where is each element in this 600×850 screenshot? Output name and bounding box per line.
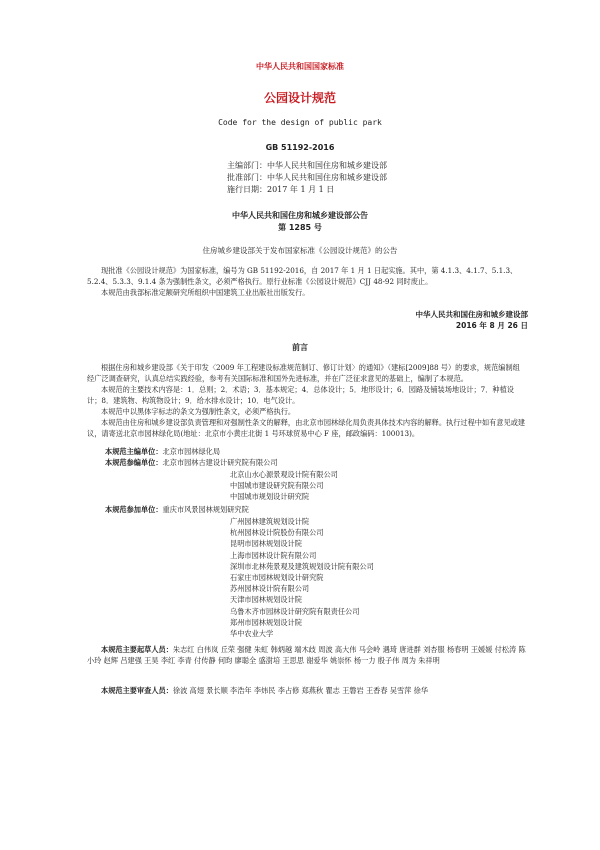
participant-unit-row <box>105 504 249 515</box>
co-unit: 北京山水心源景观设计院有限公司 <box>230 470 338 479</box>
preface-paragraph: 根据住房和城乡建设部《关于印发〈2009 年工程建设标准规范制订、修订计划〉的通知》（建标[2009]88 号）的要求，规范编制组经广泛调查研究，认真总结实践经验，参考有关国际标准和国外先进标准，并在广泛征求意见的基础上，编制了本规范。 <box>87 363 520 383</box>
co-unit: 北京市园林古建设计研究院有限公司 <box>162 458 278 467</box>
drafters-paragraph <box>87 644 527 666</box>
participant-unit: 昆明市园林规划设计院 <box>230 539 302 549</box>
co-unit-row <box>105 457 278 468</box>
announcement-issuer: 中华人民共和国住房和城乡建设部公告 <box>232 211 368 220</box>
chief-unit-label: 本规范主编单位： <box>105 447 163 456</box>
chief-unit: 北京市园林绿化局 <box>162 447 221 456</box>
co-unit-list <box>230 469 338 503</box>
drafters-names: 朱志红 白伟岚 丘荣 强健 朱虹 韩炳越 端木歧 周波 高大伟 马会岭 遇琦 唐进群 刘杏服 杨春明 王媛媛 付松涛 陈小玲 赵辉 吕建强 王昊 李红 李青 付传静 何昀 廖聪全 盛澍培 王思思 谢爱华 姚崇怀 杨一力 殷子伟 周为 朱祥明 <box>87 645 526 665</box>
participant-unit: 杭州园林设计院股份有限公司 <box>230 528 324 538</box>
participant-unit: 上海市园林设计院有限公司 <box>230 550 317 560</box>
announcement-number: 第 1285 号 <box>278 223 322 232</box>
co-unit: 中国城市建设研究院有限公司 <box>230 481 324 491</box>
document-title: 公园设计规范 <box>263 91 336 105</box>
participant-unit: 广州园林建筑规划设计院 <box>230 517 310 526</box>
participant-unit: 乌鲁木齐市园林设计研究院有限责任公司 <box>230 606 360 616</box>
approver-department: 批准部门：中华人民共和国住房和城乡建设部 <box>227 173 387 182</box>
english-title: Code for the design of public park <box>218 118 382 127</box>
drafters-label: 本规范主要起草人员： <box>101 645 173 654</box>
participant-unit-label: 本规范参加单位： <box>105 505 163 514</box>
preface-paragraph: 本规范中以黑体字标志的条文为强制性条文，必须严格执行。 <box>101 407 296 416</box>
preface-paragraph: 本规范的主要技术内容是：1．总则；2．术语；3．基本规定；4．总体设计；5．地形设计；6．园路及铺装场地设计；7．种植设计；8．建筑物、构筑物设计；9．给水排水设计；10．电气设计。 <box>87 385 514 405</box>
preface-paragraph: 本规范由住房和城乡建设部负责管理和对强制性条文的解释，由北京市园林绿化局负责具体技术内容的解释。执行过程中如有意见或建议，请寄送北京市园林绿化局(地址：北京市小黄庄北街 1 号环球贸易中心 F 座，邮政编码：100013)。 <box>87 418 526 438</box>
participant-unit: 郑州市园林规划设计院 <box>230 617 302 627</box>
participant-unit: 深圳市北林苑景观及建筑规划设计院有限公司 <box>230 561 374 571</box>
reviewers-names: 徐波 高翅 景长顺 李浩年 李炜民 李占修 郑燕秋 瞿志 王磐岩 王香春 吴雪萍 徐华 <box>172 686 429 695</box>
participant-unit: 天津市园林规划设计院 <box>230 595 302 605</box>
reviewers-label: 本规范主要审查人员： <box>101 686 173 695</box>
reviewers-paragraph <box>87 685 527 696</box>
announcement-publisher-note: 本规范由我部标准定额研究所组织中国建筑工业出版社出版发行。 <box>101 288 310 297</box>
co-unit-label: 本规范参编单位： <box>105 458 163 467</box>
announcement-subject: 住房城乡建设部关于发布国家标准《公园设计规范》的公告 <box>202 246 398 255</box>
standard-code: GB 51192-2016 <box>265 143 335 152</box>
participant-unit-list <box>230 516 374 639</box>
participant-unit: 苏州园林设计院有限公司 <box>230 584 310 594</box>
announcement-signature: 中华人民共和国住房和城乡建设部 <box>415 310 528 319</box>
participant-unit: 石家庄市园林规划设计研究院 <box>230 573 324 583</box>
participant-unit: 华中农业大学 <box>230 629 274 639</box>
participant-unit: 重庆市风景园林规划研究院 <box>162 505 249 514</box>
effective-date: 施行日期：2017 年 1 月 1 日 <box>227 185 335 194</box>
standard-type-label: 中华人民共和国国家标准 <box>256 61 344 71</box>
announcement-body: 现批准《公园设计规范》为国家标准，编号为 GB 51192-2016，自 2017 年 1 月 1 日起实施。其中，第 4.1.3、4.1.7、5.1.3、5.2.4、5.3.3、9.1.4 条为强制性条文，必须严格执行。原行业标准《公园设计规范》CJJ 48-92 同时废止。 <box>87 266 518 286</box>
chief-unit-row <box>105 446 220 457</box>
announcement-date: 2016 年 8 月 26 日 <box>455 321 528 330</box>
editor-department: 主编部门：中华人民共和国住房和城乡建设部 <box>227 161 387 170</box>
preface-heading: 前言 <box>292 343 308 352</box>
co-unit: 中国城市规划设计研究院 <box>230 492 310 502</box>
